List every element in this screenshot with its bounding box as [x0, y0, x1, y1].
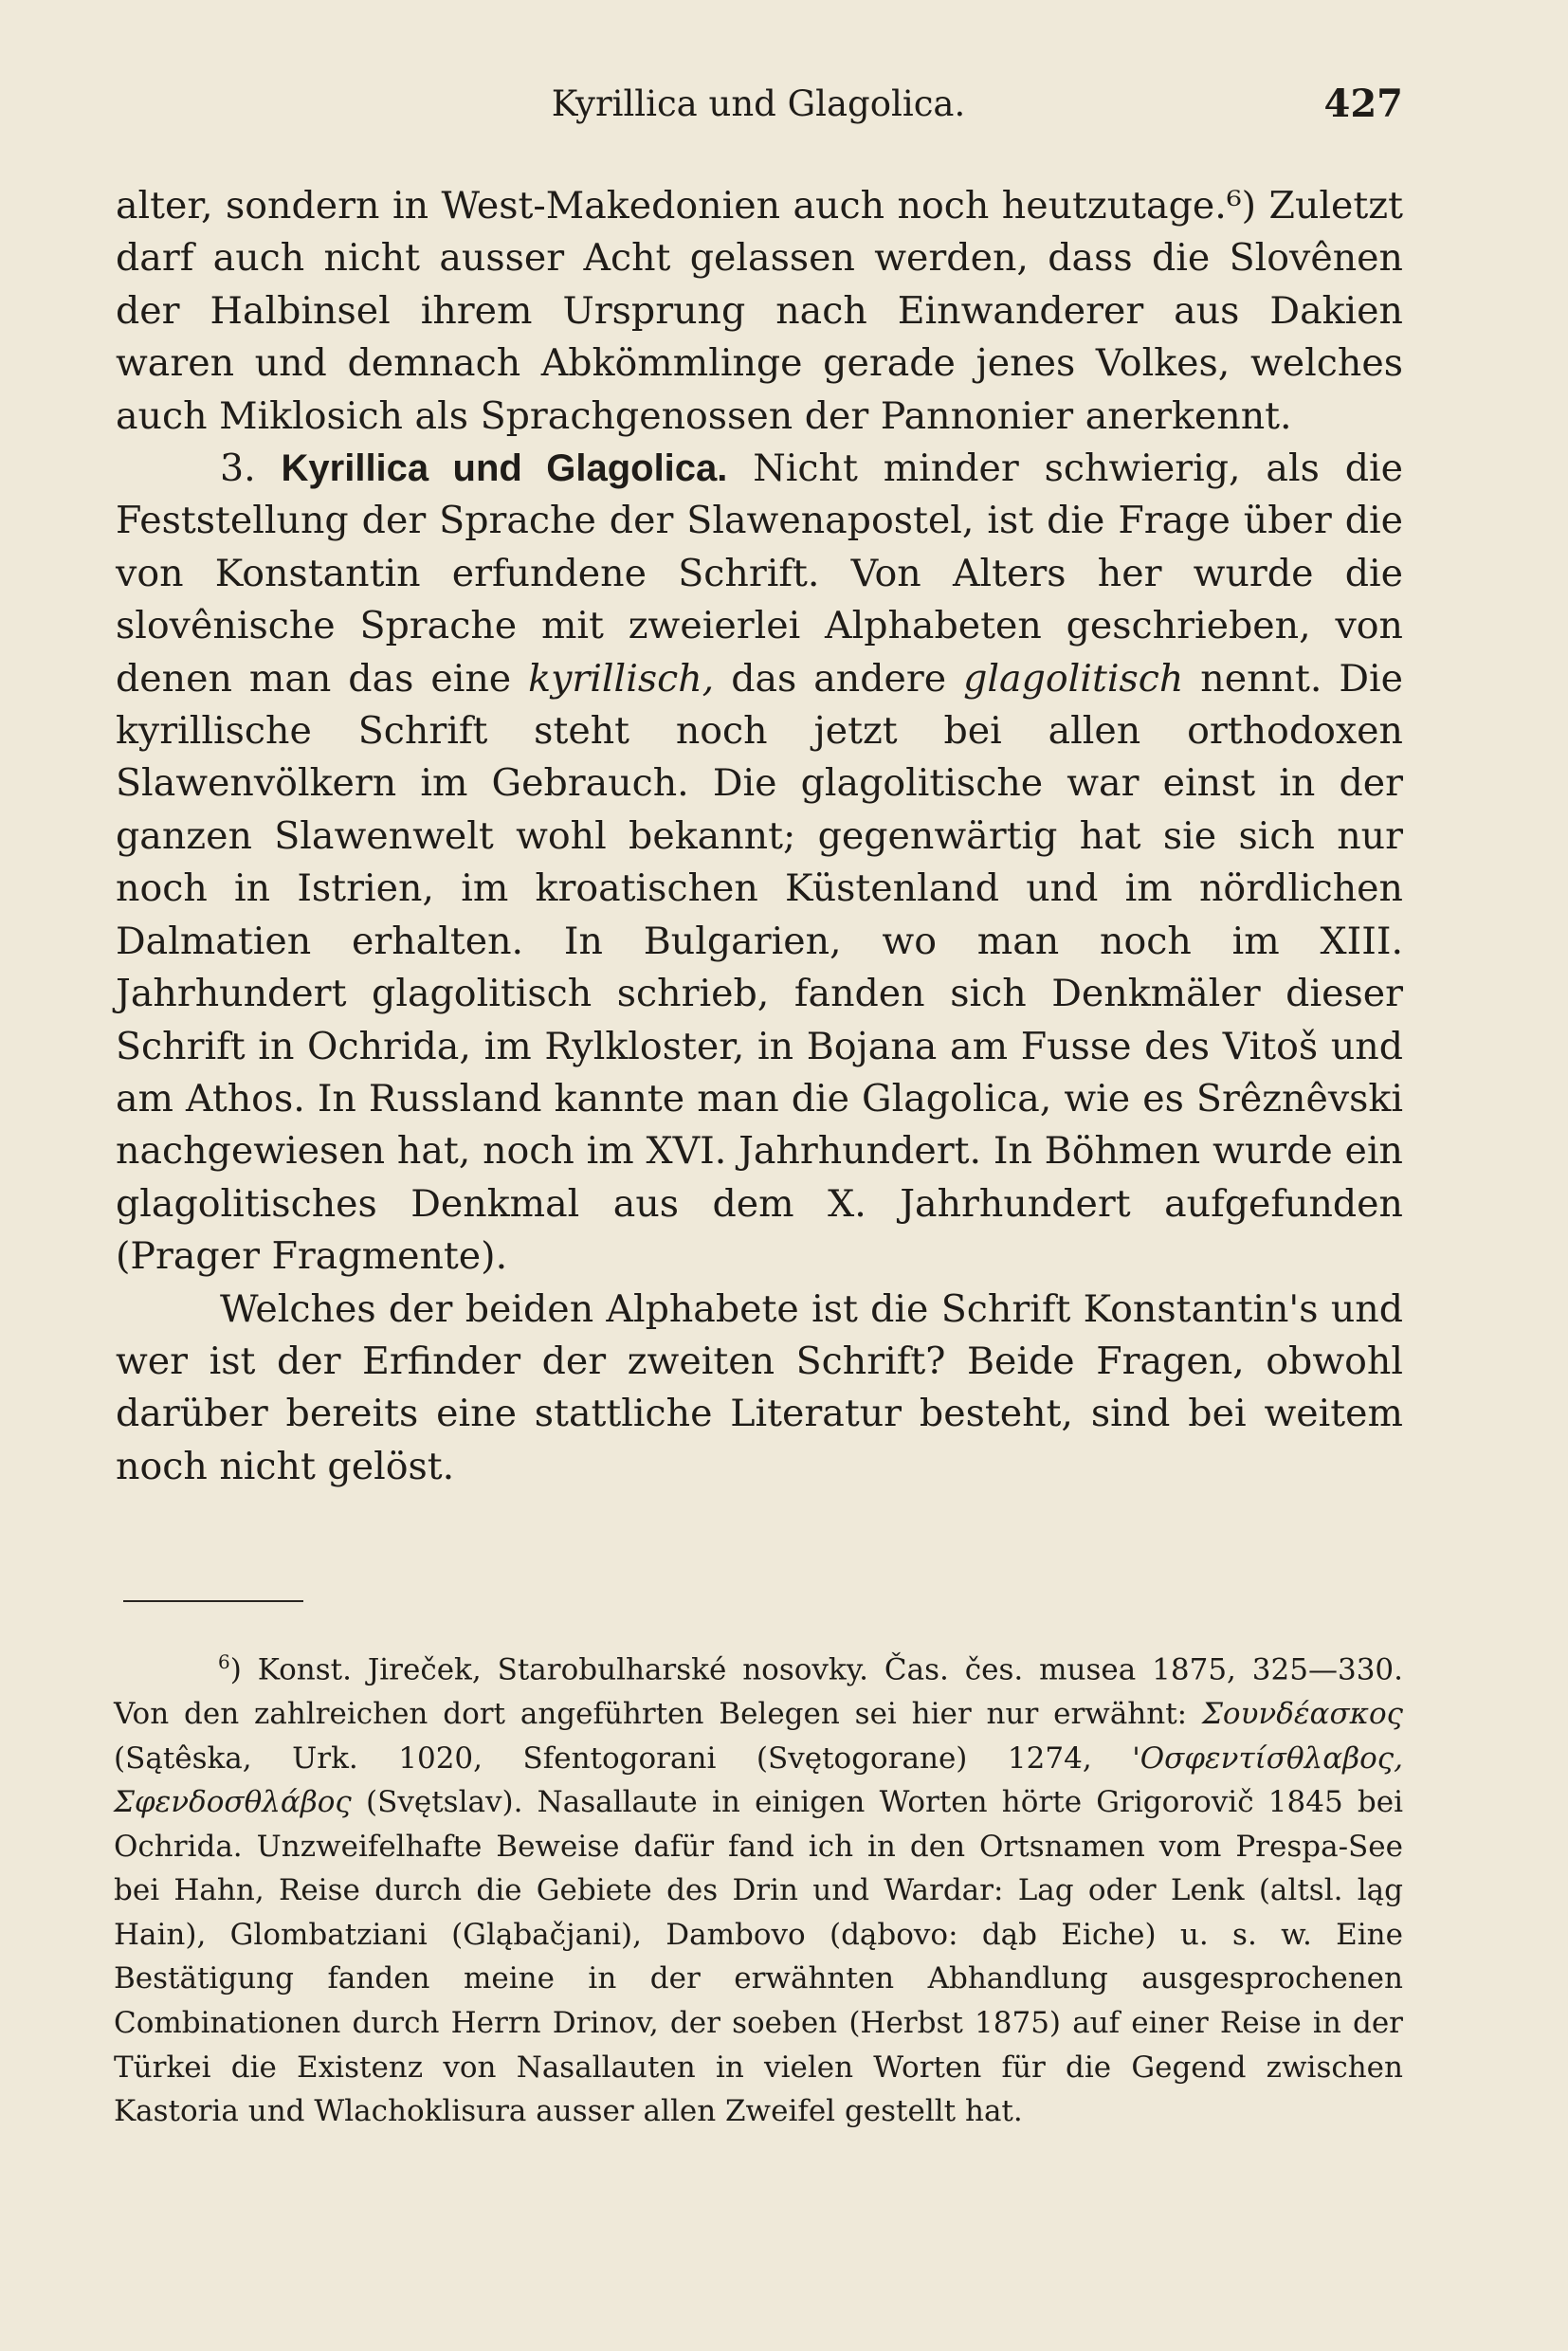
emphasis-glagolitisch: glagolitisch: [963, 656, 1184, 701]
page-header: [114, 76, 1403, 133]
footnote-marker: 6: [218, 1650, 230, 1673]
greek-word-1: Σουνδέασκος: [1201, 1696, 1404, 1731]
footnote-part-b: (Sątêska, Urk. 1020, Sfentogorani (Svętogorane) 1274,: [114, 1740, 1092, 1776]
paragraph-3: Welches der beiden Alphabete ist die Schrift Konstantin's und wer ist der Erfinder der zweiten Schrift? Beide Fragen, obwohl darüber bereits eine stattliche Literatur besteht, sind bei weitem noch nicht gelöst.: [116, 1286, 1403, 1488]
footnote-part-a: ) Konst. Jireček, Starobulharské nosovky. Čas. čes. musea 1875, 325—330. Von den zahlreichen dort angeführten Belegen sei hier nur erwähnt:: [114, 1652, 1403, 1731]
footnote-part-c: (Svętslav). Nasallaute in einigen Worten hörte Grigorovič 1845 bei Ochrida. Unzweifelhafte Beweise dafür fand ich in den Ortsnamen vom Prespa-See bei Hahn, Reise durch die Gebiete des Drin und Wardar: Lag oder Lenk (altsl. ląg Hain), Glombatziani (Gląbačjani), Dambovo (dąbovo: dąb Eiche) u. s. w. Eine Bestätigung fanden meine in der erwähnten Abhandlung ausgesprochenen Combinationen durch Herrn Drinov, der soeben (Herbst 1875) auf einer Reise in der Türkei die Existenz von Nasallauten in vielen Worten für die Gegend zwischen Kastoria und Wlachoklisura ausser allen Zweifel gestellt hat.: [114, 1785, 1403, 2129]
paragraph-2: [116, 443, 1403, 1284]
paragraph-2-part-b: das andere: [731, 656, 947, 701]
page-number: 427: [1323, 82, 1403, 126]
footnote-6: [114, 1640, 1403, 2134]
paragraph-1: alter, sondern in West-Makedonien auch noch heutzutage.⁶) Zuletzt darf auch nicht ausser Acht gelassen werden, dass die Slovênen der Halbinsel ihrem Ursprung nach Einwanderer aus Dakien waren und demnach Abkömmlinge gerade jenes Volkes, welches auch Miklosich als Sprachgenossen der Pannonier anerkennt.: [116, 184, 1403, 438]
greek-word-2: 'Οσφεντίσθλαβος, Σφενδοσθλάβος: [114, 1740, 1403, 1820]
paragraph-2-part-c: nennt. Die kyrillische Schrift steht noch jetzt bei allen orthodoxen Slawenvölkern im Gebrauch. Die glagolitische war einst in der ganzen Slawenwelt wohl bekannt; gegenwärtig hat sie sich nur noch in Istrien, im kroatischen Küstenland und im nördlichen Dalmatien erhalten. In Bulgarien, wo man noch im XIII. Jahrhundert glagolitisch schrieb, fanden sich Denkmäler dieser Schrift in Ochrida, im Rylkloster, in Bojana am Fusse des Vitoš und am Athos. In Russland kannte man die Glagolica, wie es Srêznêvski nachgewiesen hat, noch im XVI. Jahrhundert. In Böhmen wurde ein glagolitisches Denkmal aus dem X. Jahrhundert aufgefunden (Prager Fragmente).: [116, 656, 1404, 1279]
footnote-divider: [123, 1600, 303, 1602]
paragraph-2-part-a: Nicht minder schwierig, als die Feststellung der Sprache der Slawenapostel, ist die Frage über die von Konstantin erfundene Schrift. Von Alters her wurde die slovênische Sprache mit zweierlei Alphabeten geschrieben, von denen man das eine: [116, 447, 1403, 701]
section-number: 3.: [220, 447, 256, 491]
main-text: [116, 180, 1403, 1493]
running-title: Kyrillica und Glagolica.: [551, 83, 966, 124]
footnote: [114, 1640, 1403, 2134]
section-heading: Kyrillica und Glagolica.: [281, 447, 728, 490]
emphasis-kyrillisch: kyrillisch,: [528, 656, 715, 701]
